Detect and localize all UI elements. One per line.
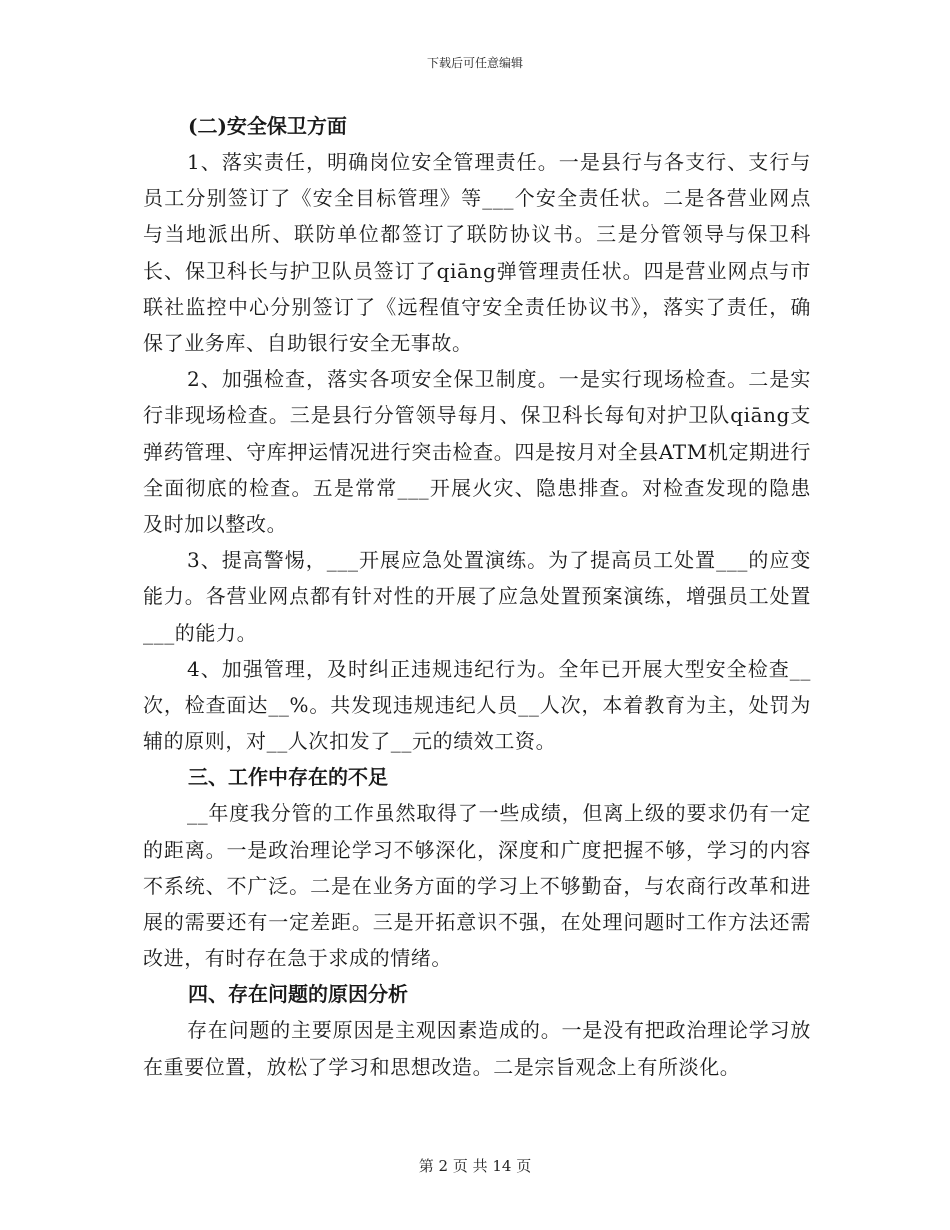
paragraph-shortcomings: __年度我分管的工作虽然取得了一些成绩，但离上级的要求仍有一定的距离。一是政治理论学习不够深化，深度和广度把握不够，学习的内容不系统、不广泛。二是在业务方面的学习上不够勤奋，与农商行改革和进展的需要还有一定差距。三是开拓意识不强，在处理问题时工作方法还需改进，有时存在急于求成的情绪。 bbox=[143, 801, 811, 971]
page-header-note: 下载后可任意编辑 bbox=[426, 56, 523, 70]
paragraph-management: 4、加强管理，及时纠正违规违纪行为。全年已开展大型安全检查__次，检查面达__%。共发现违规违纪人员__人次，本着教育为主，处罚为辅的原则，对__人次扣发了__元的绩效工资。 bbox=[143, 656, 811, 754]
section-heading-causes: 四、存在问题的原因分析 bbox=[188, 982, 408, 1007]
paragraph-responsibility: 1、落实责任，明确岗位安全管理责任。一是县行与各支行、支行与员工分别签订了《安全目标管理》等___个安全责任状。二是各营业网点与当地派出所、联防单位都签订了联防协议书。三是分管领导与保卫科长、保卫科长与护卫队员签订了qiāng弹管理责任状。四是营业网点与市联社监控中心分别签订了《远程值守安全责任协议书》，落实了责任，确保了业务库、自助银行安全无事故。 bbox=[143, 150, 811, 356]
section-heading-security: (二)安全保卫方面 bbox=[188, 114, 347, 138]
section-heading-shortcomings: 三、工作中存在的不足 bbox=[188, 765, 388, 790]
paragraph-causes: 存在问题的主要原因是主观因素造成的。一是没有把政治理论学习放在重要位置，放松了学习和思想改造。二是宗旨观念上有所淡化。 bbox=[143, 1018, 811, 1079]
paragraph-emergency-drill: 3、提高警惕，___开展应急处置演练。为了提高员工处置___的应变能力。各营业网点都有针对性的开展了应急处置预案演练，增强员工处置___的能力。 bbox=[143, 548, 811, 645]
page-number: 第 2 页 共 14 页 bbox=[418, 1157, 532, 1175]
document-body bbox=[143, 108, 811, 1085]
paragraph-inspection: 2、加强检查，落实各项安全保卫制度。一是实行现场检查。二是实行非现场检查。三是县行分管领导每月、保卫科长每旬对护卫队qiāng支弹药管理、守库押运情况进行突击检查。四是按月对全县ATM机定期进行全面彻底的检查。五是常常___开展火灾、隐患排查。对检查发现的隐患及时加以整改。 bbox=[143, 367, 811, 537]
